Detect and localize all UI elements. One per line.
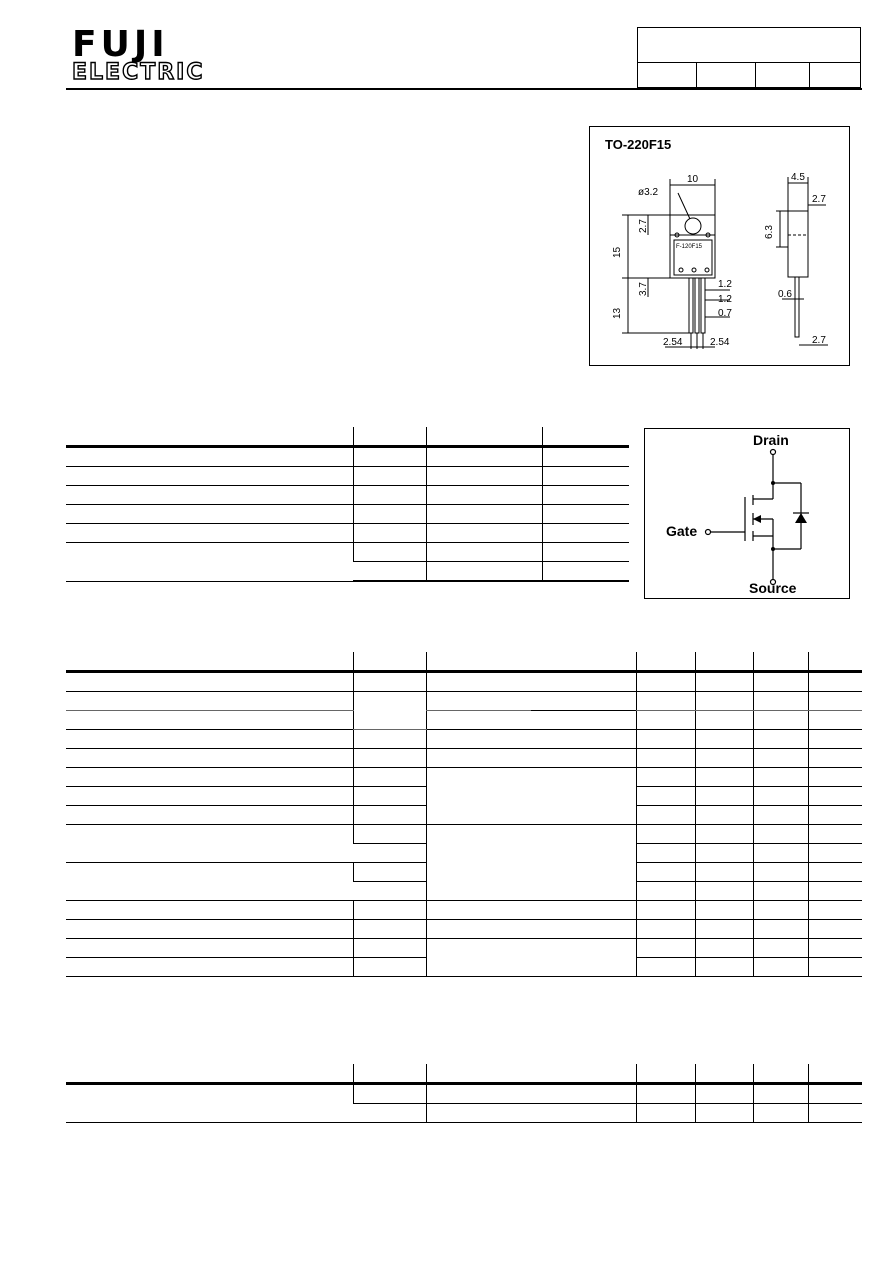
dim-body-height: 15 [612,246,623,258]
ratings-table [66,427,629,582]
table-row [66,524,629,543]
table-row [66,543,629,562]
schematic-symbol [645,429,849,598]
electrical-characteristics-table [66,652,862,977]
table-row [66,825,862,844]
package-title: TO-220F15 [605,137,672,152]
dim-side-bottom: 2.7 [812,335,826,346]
header-rule [66,88,862,90]
package-outline-drawing [589,126,850,366]
dim-pitch-a: 2.54 [663,337,683,348]
package-marking: F-120F15 [676,244,703,250]
dim-lead-w2: 1.2 [718,294,732,305]
gate-label: Gate [666,523,698,539]
table-row [66,467,629,486]
table-row [66,505,629,524]
dim-top-offset: 2.7 [638,219,649,233]
table-row [66,672,862,692]
table-row [66,447,629,467]
dim-pitch-b: 2.54 [710,337,730,348]
brand-logo-fuji: FUJI [72,24,169,65]
table-row [66,768,862,787]
source-label: Source [749,580,797,596]
dim-lead-t: 0.7 [718,308,732,319]
table-row [66,730,862,749]
table-row [66,901,862,920]
mosfet-schematic [644,428,850,599]
dim-hole: ø3.2 [638,187,659,198]
dim-lead-length: 13 [612,307,623,319]
part-number-box [637,27,861,88]
dim-side-offset: 2.7 [812,194,826,205]
dim-side-thickness: 4.5 [791,172,805,183]
table-row [66,486,629,505]
table-row [66,920,862,939]
table-row [66,692,862,711]
table-row [66,1084,862,1104]
package-dimension-drawing [590,127,849,365]
dim-side-lead: 0.6 [778,289,792,300]
brand-logo-electric: ELECTRIC [72,60,205,85]
dim-width: 10 [687,174,699,185]
thermal-characteristics-table [66,1064,862,1123]
table-row [66,939,862,958]
table-row [66,711,862,730]
table-row [66,749,862,768]
dim-tab-step: 3.7 [638,282,649,296]
drain-label: Drain [753,432,789,448]
dim-side-height: 6.3 [764,225,775,239]
dim-lead-w1: 1.2 [718,279,732,290]
